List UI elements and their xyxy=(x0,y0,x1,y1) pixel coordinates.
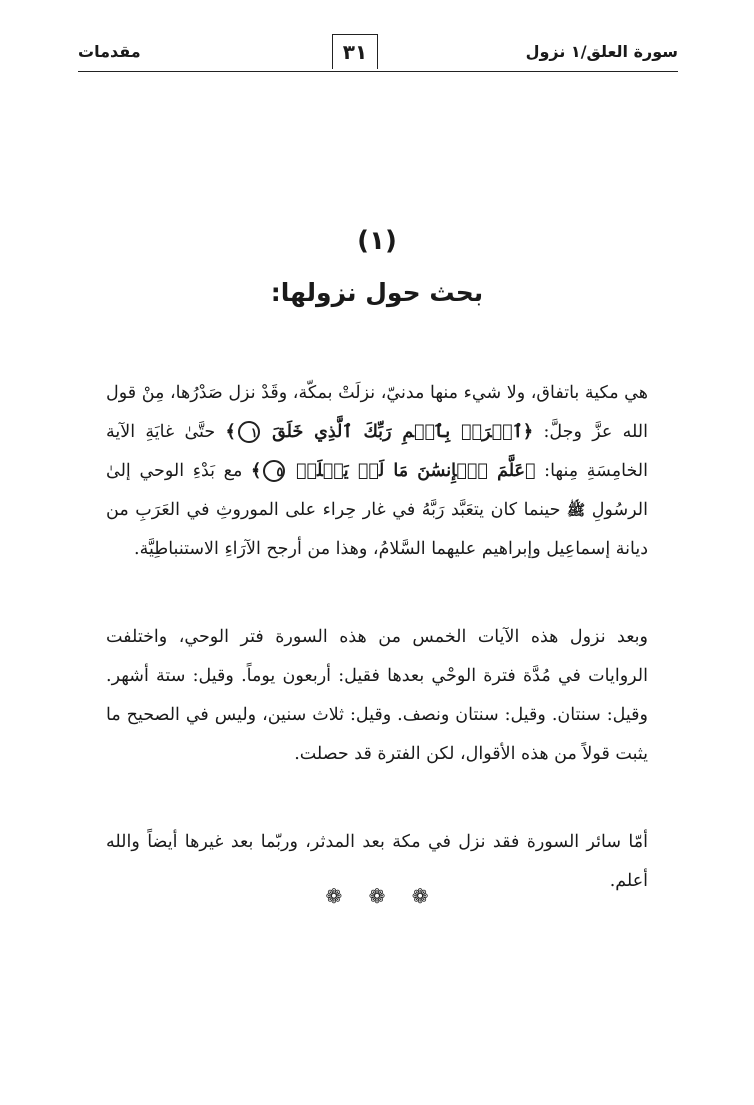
section-end-ornaments xyxy=(0,884,754,908)
quran-bracket-open-2: ﴿ xyxy=(524,460,536,481)
section-number: (١) xyxy=(357,226,397,256)
paragraph-1 xyxy=(106,374,648,569)
para1-text-b: حتَّىٰ غايَةِ الآية الخامِسَةِ مِنها: xyxy=(106,421,648,481)
running-header xyxy=(78,34,678,72)
page-number: ٣١ xyxy=(332,34,378,69)
para1-text-c: مع بَدْءِ الوحي إلىٰ الرسُولِ xyxy=(106,460,648,520)
header-rule xyxy=(78,71,678,72)
quran-verse-5: عَلَّمَ ٱلۡإِنسَٰنَ مَا لَمۡ يَعۡلَمۡ xyxy=(295,460,525,481)
verse-number-5-icon: ٥ xyxy=(263,460,285,482)
quran-bracket-close: ﴾ xyxy=(225,421,236,442)
section-title: بحث حول نزولها: xyxy=(270,278,484,307)
para1-text-d: حينما كان يتعَبَّد رَبَّهُ في غار حِراء على الموروثِ في العَرَبِ من ديانة إسماعِيل وإبراهيم عليهما السَّلامُ، وهذا من أرجح الآرَاءِ الاستنباطِيَّة. xyxy=(106,499,648,559)
paragraph-3: أمّا سائر السورة فقد نزل في مكة بعد المدثر، وربّما بعد غيرها أيضاً والله أعلم. xyxy=(106,831,648,891)
flower-ornament-icon: ❁ xyxy=(368,884,386,908)
flower-ornament-icon: ❁ xyxy=(411,884,429,908)
para1-text-a: هي مكية باتفاق، ولا شيء منها مدنيّ، نزلَتْ بمكّة، وقَدْ نزل صَدْرُها، مِنْ قول الله عزَّ وجلَّ: xyxy=(106,382,648,442)
flower-ornament-icon: ❁ xyxy=(325,884,343,908)
header-section-title: مقدمات xyxy=(78,42,141,61)
paragraph-2: وبعد نزول هذه الآيات الخمس من هذه السورة فتر الوحي، واختلفت الروايات في مُدَّة فترة الوحْي بعدها فقيل: أربعون يوماً. وقيل: ستة أشهر. وقيل: سنتان. وقيل: سنتان ونصف. وقيل: ثلاث سنين، وليس في الصحيح ما يثبت قولاً من هذه الأقوال، لكن الفترة قد حصلت. xyxy=(106,626,648,764)
quran-bracket-close-2: ﴾ xyxy=(251,460,262,481)
header-chapter-title: سورة العلق/١ نزول xyxy=(525,42,678,61)
quran-bracket-open: ﴿ xyxy=(522,421,534,442)
verse-number-1-icon: ١ xyxy=(238,421,260,443)
quran-verse-1: ٱقۡرَأۡ بِٱسۡمِ رَبِّكَ ٱلَّذِي خَلَقَ xyxy=(272,421,523,442)
salawat-icon: ﷺ xyxy=(567,500,586,519)
